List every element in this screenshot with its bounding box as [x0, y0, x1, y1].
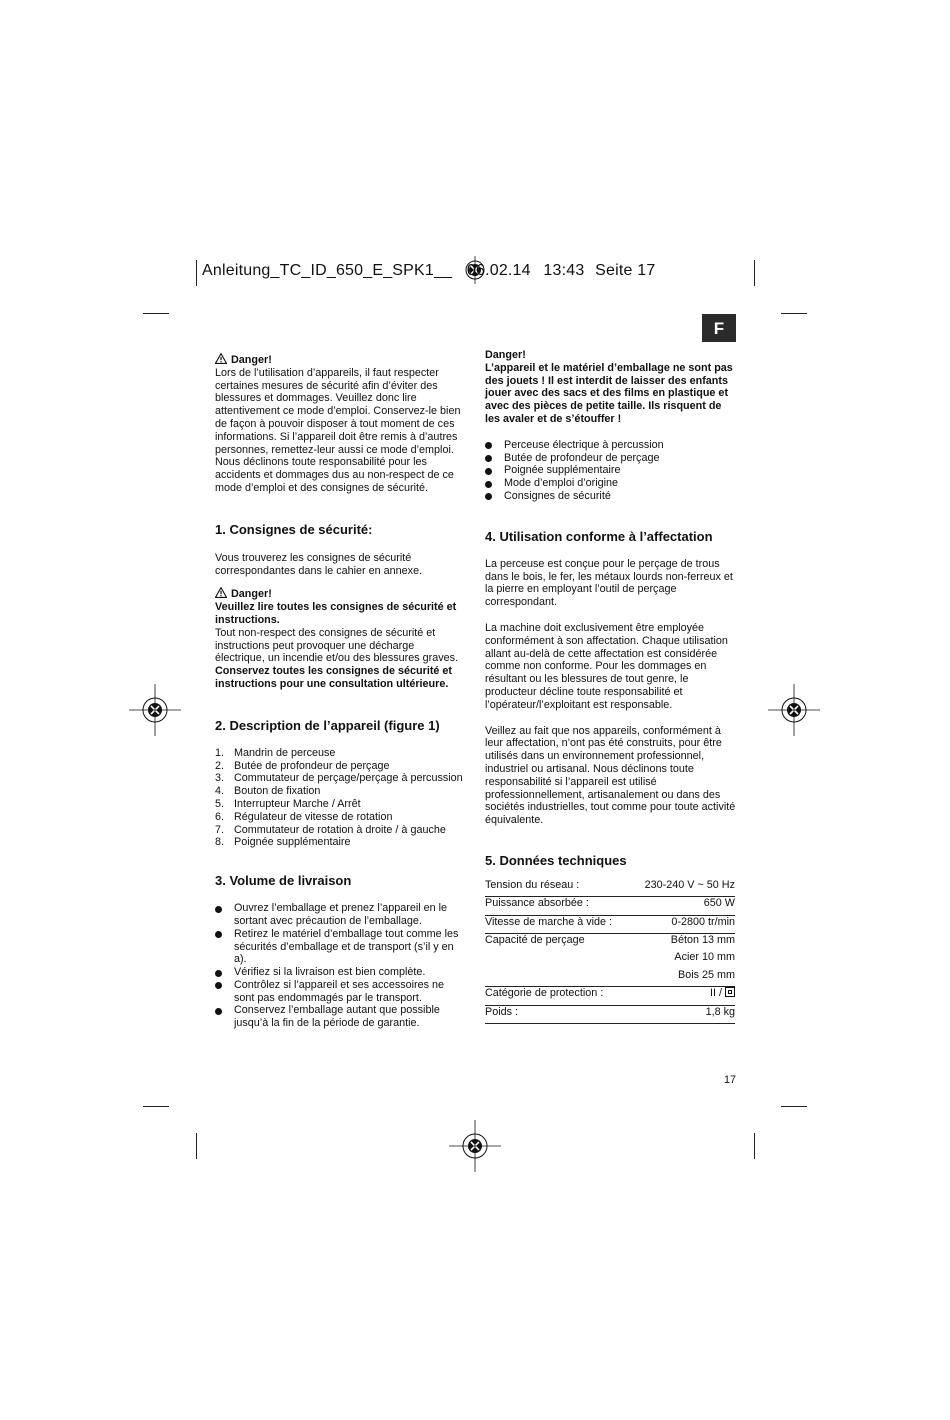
- protection-class-ii-icon: [725, 987, 735, 997]
- spec-label: Puissance absorbée :: [485, 897, 631, 915]
- spec-label: Vitesse de marche à vide :: [485, 915, 631, 933]
- spec-value: 1,8 kg: [631, 1005, 735, 1023]
- spec-label: Poids :: [485, 1005, 631, 1023]
- spec-value: 230-240 V ~ 50 Hz: [644, 878, 735, 891]
- section-1-text: Vous trouverez les consignes de sécurité correspondantes dans le cahier en annexe.: [215, 551, 423, 577]
- list-item: Conservez l’emballage autant que possible jusqu’à la fin de la période de garantie.: [215, 1004, 467, 1030]
- table-row: [485, 915, 735, 933]
- danger-heading: [215, 353, 467, 367]
- header-date: 06.02.14: [466, 262, 531, 279]
- section-4-paragraph: La machine doit exclusivement être employée conformément à son affectation. Chaque utilisation allant au-delà de cette affectation est considérée comme non conforme. Pour les dommages en résultant ou les blessures de tout genre, le producteur décline toute responsabilité et l’opérateur/l’exploitant est responsable.: [485, 621, 728, 711]
- list-item: 4. Bouton de fixation: [215, 785, 321, 798]
- warning-triangle-icon: [215, 587, 227, 598]
- print-header: [202, 262, 655, 280]
- spec-label: Tension du réseau :: [485, 878, 580, 891]
- section-4-paragraph: Veillez au fait que nos appareils, conformément à leur affectation, n’ont pas été construits, pour être utilisés dans un environnement professionnel, industriel ou artisanal. Nous déclinons toute responsabilité si l’appareil est utilisé professionnellement, artisanalement ou dans des sociétés industrielles, tout comme pour toute activité équivalente.: [485, 724, 736, 827]
- spec-value: 0-2800 tr/min: [631, 915, 735, 933]
- danger-text: Lors de l’utilisation d’appareils, il faut respecter certaines mesures de sécurité afin d’éviter des blessures et dommages. Veuillez donc lire attentivement ce mode d’emploi. Conservez-le bien de façon à pouvoir disposer à tout moment de ces informations. Si l’appareil doit être remis à d’autres personnes, remettez-leur aussi ce mode d’emploi. Nous déclinons toute responsabilité pour les accidents et dommages dus au non-respect de ce mode d’emploi et des consignes de sécurité.: [215, 366, 461, 494]
- registration-mark-icon: [449, 1120, 501, 1172]
- danger-text: Tout non-respect des consignes de sécurité et instructions peut provoquer une décharge électrique, un incendie et/ou des blessures graves.: [215, 626, 459, 665]
- parts-list: [215, 747, 467, 849]
- spec-label: Catégorie de protection :: [485, 987, 631, 1005]
- list-item: Ouvrez l’emballage et prenez l’appareil en le sortant avec précaution de l’emballage.: [215, 902, 467, 928]
- crop-mark: [143, 1106, 169, 1107]
- table-row: [485, 879, 735, 897]
- list-item: Poignée supplémentaire: [485, 464, 737, 477]
- crop-mark: [196, 260, 197, 286]
- crop-mark: [781, 1106, 807, 1107]
- section-heading-5: 5. Données techniques: [485, 852, 627, 868]
- list-item: 1. Mandrin de perceuse: [215, 746, 336, 759]
- warning-triangle-icon: [215, 353, 227, 364]
- header-time: 13:43: [543, 262, 585, 279]
- header-page-label: Seite 17: [595, 262, 656, 279]
- table-row: [485, 1005, 735, 1023]
- header-filename: Anleitung_TC_ID_650_E_SPK1__: [202, 262, 453, 279]
- registration-mark-icon: [768, 684, 820, 736]
- crop-mark: [754, 260, 755, 286]
- spec-value: 650 W: [631, 897, 735, 915]
- contents-list: [485, 439, 737, 503]
- list-item: 2. Butée de profondeur de perçage: [215, 759, 390, 772]
- registration-mark-icon: [129, 684, 181, 736]
- right-column: [485, 349, 737, 1024]
- spec-value: Bois 25 mm: [678, 968, 735, 981]
- spec-value: Acier 10 mm: [674, 951, 735, 964]
- spec-value: Béton 13 mm: [631, 934, 735, 952]
- spec-table: [485, 879, 735, 1024]
- list-item: 8. Poignée supplémentaire: [215, 836, 351, 849]
- danger-bold-text: Conservez toutes les consignes de sécurité et instructions pour une consultation ultérieure.: [215, 665, 453, 690]
- table-row: [485, 987, 735, 1005]
- section-heading-3: 3. Volume de livraison: [215, 873, 352, 889]
- page-number: 17: [724, 1074, 737, 1086]
- list-item: 3. Commutateur de perçage/perçage à percussion: [215, 772, 463, 785]
- spec-label: Capacité de perçage: [485, 934, 631, 952]
- list-item: Perceuse électrique à percussion: [485, 439, 737, 452]
- list-item: Consignes de sécurité: [485, 490, 737, 503]
- crop-mark: [196, 1133, 197, 1159]
- table-row: [485, 897, 735, 915]
- list-item: Butée de profondeur de perçage: [485, 452, 737, 465]
- list-item: 6. Régulateur de vitesse de rotation: [215, 810, 393, 823]
- danger-bold-text: Veuillez lire toutes les consignes de sécurité et instructions.: [215, 601, 457, 626]
- section-4-paragraph: La perceuse est conçue pour le perçage de trous dans le bois, le fer, les métaux lourds non-ferreux et la pierre en employant l’outil de perçage correspondant.: [485, 557, 733, 609]
- danger-title: Danger!: [485, 349, 526, 361]
- section-heading-2: 2. Description de l’appareil (figure 1): [215, 717, 440, 733]
- table-row: [485, 934, 735, 952]
- list-item: Vérifiez si la livraison est bien complète.: [215, 966, 467, 979]
- table-row: [485, 951, 735, 968]
- spec-value: II /: [710, 987, 722, 1000]
- crop-mark: [754, 1133, 755, 1159]
- crop-mark: [143, 313, 169, 314]
- table-row: [485, 969, 735, 987]
- language-tab: F: [702, 314, 736, 342]
- danger-title: Danger!: [231, 354, 272, 366]
- section-heading-4: 4. Utilisation conforme à l’affectation: [485, 528, 713, 544]
- danger-heading: [215, 587, 467, 601]
- section-heading-1: 1. Consignes de sécurité:: [215, 521, 373, 537]
- crop-mark: [781, 313, 807, 314]
- left-column: [215, 353, 467, 1030]
- danger-title: Danger!: [231, 588, 272, 601]
- danger-bold-text: L’appareil et le matériel d’emballage ne sont pas des jouets ! Il est interdit de laisser des enfants jouer avec des sacs et des films en plastique et avec des pièces de petite taille. Ils risquent de les avaler et de s’étouffer !: [485, 361, 733, 425]
- list-item: Retirez le matériel d’emballage tout comme les sécurités d’emballage et de transport (s’il y en a).: [215, 928, 467, 966]
- list-item: Contrôlez si l’appareil et ses accessoires ne sont pas endommagés par le transport.: [215, 979, 467, 1005]
- list-item: 7. Commutateur de rotation à droite / à gauche: [215, 823, 446, 836]
- list-item: Mode d’emploi d’origine: [485, 477, 737, 490]
- list-item: 5. Interrupteur Marche / Arrêt: [215, 797, 361, 810]
- delivery-list: [215, 902, 467, 1030]
